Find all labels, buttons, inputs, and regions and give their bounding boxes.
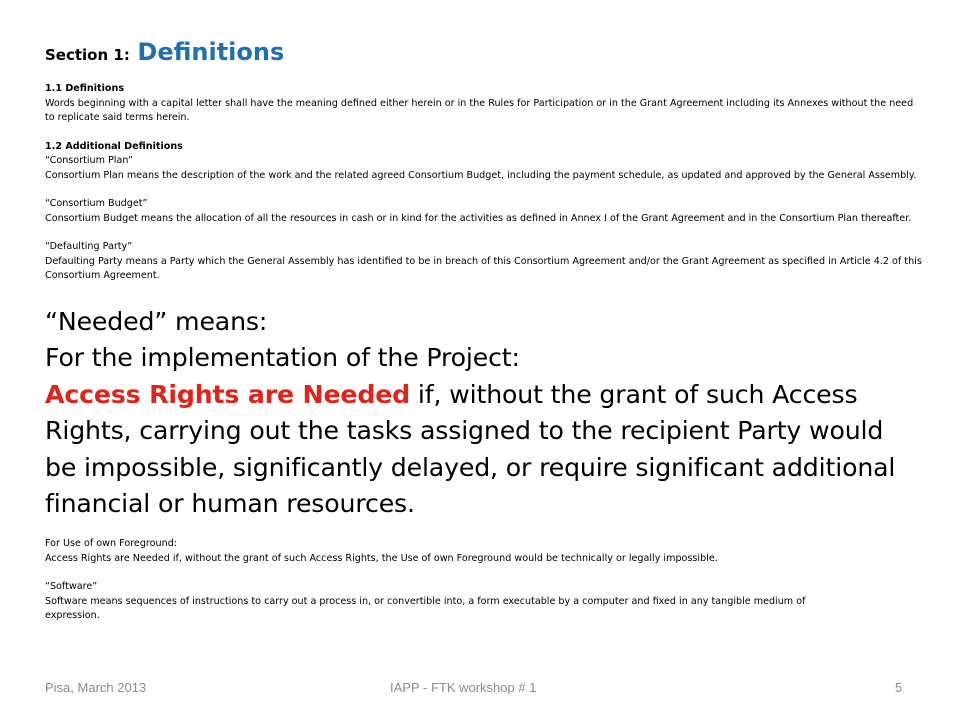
spacer xyxy=(45,566,937,580)
needed-line3-rest: if, without the grant of such Access xyxy=(410,379,858,409)
spacer xyxy=(45,126,937,140)
heading-1-2: 1.2 Additional Definitions xyxy=(45,140,183,152)
needed-line1: “Needed” means: xyxy=(45,306,268,336)
spacer xyxy=(45,70,937,82)
spacer xyxy=(45,183,937,197)
needed-line4: Rights, carrying out the tasks assigned to the recipient Party would xyxy=(45,416,884,446)
software-term: “Software” xyxy=(45,581,98,593)
needed-line2: For the implementation of the Project: xyxy=(45,343,520,373)
consortium-plan-definition: Consortium Plan means the description of the work and the related agreed Consortium Budget, including the payment schedule, as updated and approved by the General Assembly. xyxy=(45,169,917,181)
spacer xyxy=(45,226,937,240)
needed-highlight: Access Rights are Needed xyxy=(45,379,411,409)
defaulting-party-definition-line2: Consortium Agreement. xyxy=(45,270,160,281)
software-definition-line2: expression. xyxy=(45,610,100,622)
page-number: 5 xyxy=(895,680,903,695)
needed-definition-block xyxy=(45,304,937,524)
heading-1-1: 1.1 Definitions xyxy=(45,83,125,94)
section-label: Section 1: xyxy=(45,46,130,64)
consortium-plan-term: “Consortium Plan” xyxy=(45,155,133,166)
foreground-heading: For Use of own Foreground: xyxy=(45,538,178,550)
text-1-1-line1: Words beginning with a capital letter shall have the meaning defined either herein or in the Rules for Participation or in the Grant Agreement including its Annexes without the need xyxy=(45,97,914,109)
footer-date: Pisa, March 2013 xyxy=(45,680,147,695)
footer-event: IAPP - FTK workshop # 1 xyxy=(390,680,537,695)
defaulting-party-definition-line1: Defaulting Party means a Party which the General Assembly has identified to be in breach of this Consortium Agreement and/or the Grant Agreement as specified in Article 4.2 of this xyxy=(45,255,922,267)
defaulting-party-term: “Defaulting Party” xyxy=(45,241,133,252)
text-1-1-line2: to replicate said terms herein. xyxy=(45,112,190,123)
slide-title xyxy=(45,34,937,70)
consortium-budget-definition: Consortium Budget means the allocation of all the resources in cash or in kind for the activities as defined in Annex I of the Grant Agreement and in the Consortium Plan thereafter. xyxy=(45,212,912,224)
slide-content xyxy=(45,34,937,624)
section-title: Definitions xyxy=(137,38,285,66)
foreground-text: Access Rights are Needed if, without the grant of such Access Rights, the Use of own Foreground would be technically or legally impossible. xyxy=(45,552,718,564)
needed-line3 xyxy=(45,377,937,414)
definitions-block xyxy=(45,82,937,284)
foreground-block xyxy=(45,537,937,624)
needed-line6: financial or human resources. xyxy=(45,489,415,519)
needed-line5: be impossible, significantly delayed, or require significant additional xyxy=(45,452,896,482)
software-definition-line1: Software means sequences of instructions to carry out a process in, or convertible into, a form executable by a computer and fixed in any tangible medium of xyxy=(45,595,806,607)
consortium-budget-term: “Consortium Budget” xyxy=(45,198,148,209)
